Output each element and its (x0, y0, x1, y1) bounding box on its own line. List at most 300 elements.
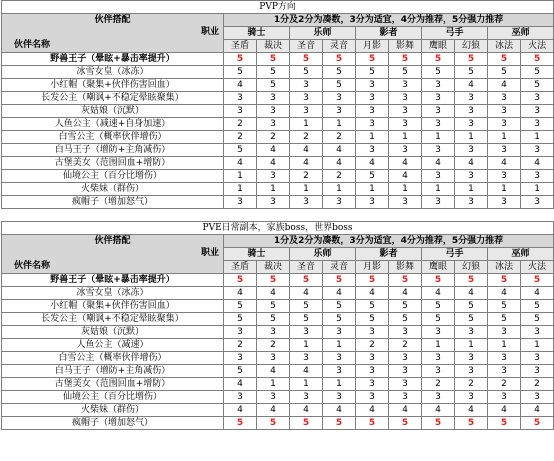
subclass-header: 鹰眼 (422, 40, 455, 53)
score-cell: 4 (257, 157, 290, 170)
score-cell: 2 (455, 378, 488, 391)
score-cell: 3 (224, 326, 257, 339)
subclass-header: 圣音 (290, 40, 323, 53)
score-cell: 1 (257, 183, 290, 196)
score-cell: 3 (389, 378, 422, 391)
score-cell: 3 (356, 326, 389, 339)
score-cell: 4 (521, 157, 554, 170)
partner-name: 人鱼公主（减速） (2, 339, 224, 352)
score-cell: 3 (389, 144, 422, 157)
pvp-table-container (0, 0, 554, 209)
score-cell: 4 (488, 157, 521, 170)
class-group-header: 巫师 (488, 27, 554, 40)
score-cell: 4 (422, 157, 455, 170)
table-row (2, 352, 554, 365)
score-cell: 3 (356, 391, 389, 404)
class-group-header: 骑士 (224, 248, 290, 261)
score-cell: 3 (521, 326, 554, 339)
score-cell: 3 (455, 196, 488, 209)
score-cell: 5 (521, 313, 554, 326)
score-cell: 3 (422, 144, 455, 157)
partner-name: 白马王子（增防+主角减伤） (2, 144, 224, 157)
score-cell: 3 (521, 365, 554, 378)
score-cell: 4 (455, 287, 488, 300)
score-cell: 5 (521, 417, 554, 430)
score-cell: 3 (521, 352, 554, 365)
score-cell: 4 (389, 170, 422, 183)
class-group-header: 巫师 (488, 248, 554, 261)
score-cell: 3 (422, 170, 455, 183)
score-cell: 5 (488, 274, 521, 287)
score-cell: 4 (290, 365, 323, 378)
table-row (2, 313, 554, 326)
header-corner (2, 14, 224, 53)
partner-name: 长发公主（嘲讽+不稳定晕眩聚集） (2, 92, 224, 105)
partner-name: 灰姑娘（沉默） (2, 326, 224, 339)
partner-name: 白马王子（增防+主角减伤） (2, 365, 224, 378)
score-cell: 5 (488, 313, 521, 326)
score-cell: 3 (488, 196, 521, 209)
table-row (2, 339, 554, 352)
subclass-header: 圣音 (290, 261, 323, 274)
score-cell: 5 (488, 300, 521, 313)
score-cell: 2 (323, 131, 356, 144)
score-cell: 3 (488, 170, 521, 183)
partner-name: 冰雪女皇（冰冻） (2, 287, 224, 300)
score-cell: 1 (323, 378, 356, 391)
partner-name: 仙境公主（百分比增伤） (2, 170, 224, 183)
corner-label-class: 职业 (200, 248, 219, 258)
score-cell: 3 (488, 118, 521, 131)
class-group-header: 弓手 (422, 27, 488, 40)
score-cell: 3 (290, 92, 323, 105)
score-cell: 5 (455, 53, 488, 66)
score-cell: 2 (290, 170, 323, 183)
score-cell: 3 (290, 352, 323, 365)
score-cell: 5 (488, 66, 521, 79)
score-cell: 4 (257, 144, 290, 157)
score-cell: 5 (323, 53, 356, 66)
score-cell: 1 (488, 339, 521, 352)
score-cell: 1 (224, 183, 257, 196)
corner-label-partner-name: 伙伴名称 (14, 261, 51, 271)
score-cell: 1 (224, 170, 257, 183)
table-row (2, 183, 554, 196)
partner-name: 冰雪女皇（冰冻） (2, 66, 224, 79)
score-cell: 5 (224, 300, 257, 313)
score-cell: 5 (455, 313, 488, 326)
score-cell: 3 (257, 105, 290, 118)
subclass-header: 鹰眼 (422, 261, 455, 274)
score-cell: 4 (224, 287, 257, 300)
partner-name: 长发公主（嘲讽+不稳定晕眩聚集） (2, 313, 224, 326)
score-cell: 2 (521, 378, 554, 391)
score-cell: 5 (356, 53, 389, 66)
table-row (2, 274, 554, 287)
score-cell: 5 (488, 417, 521, 430)
score-cell: 5 (488, 53, 521, 66)
table-row (2, 287, 554, 300)
score-cell: 2 (257, 131, 290, 144)
score-cell: 5 (290, 417, 323, 430)
score-cell: 3 (422, 92, 455, 105)
score-cell: 4 (323, 404, 356, 417)
score-cell: 5 (356, 300, 389, 313)
score-cell: 1 (521, 183, 554, 196)
class-group-header: 乐师 (290, 248, 356, 261)
score-cell: 3 (422, 196, 455, 209)
score-cell: 5 (356, 66, 389, 79)
score-cell: 3 (290, 326, 323, 339)
score-cell: 3 (257, 391, 290, 404)
score-cell: 4 (257, 287, 290, 300)
score-cell: 3 (323, 92, 356, 105)
score-cell: 1 (455, 131, 488, 144)
score-cell: 3 (224, 92, 257, 105)
partner-name: 火柴妹（群伤） (2, 183, 224, 196)
table-row (2, 365, 554, 378)
score-cell: 3 (389, 118, 422, 131)
score-cell: 4 (389, 157, 422, 170)
table-gap (0, 209, 554, 221)
score-cell: 3 (422, 365, 455, 378)
partner-name: 古堡美女（范围回血+增防） (2, 378, 224, 391)
score-cell: 4 (422, 404, 455, 417)
score-cell: 4 (224, 404, 257, 417)
subclass-header: 裁决 (257, 40, 290, 53)
score-legend: 1分及2分为凑数，3分为适宜，4分为推荐，5分强力推荐 (224, 14, 554, 27)
score-cell: 3 (257, 118, 290, 131)
pve-table-container (0, 221, 554, 430)
score-cell: 3 (521, 391, 554, 404)
score-cell: 1 (290, 183, 323, 196)
score-cell: 3 (389, 105, 422, 118)
score-cell: 3 (455, 118, 488, 131)
score-cell: 3 (455, 105, 488, 118)
score-cell: 2 (323, 170, 356, 183)
score-cell: 3 (521, 196, 554, 209)
score-cell: 3 (389, 92, 422, 105)
score-cell: 5 (224, 417, 257, 430)
score-cell: 5 (257, 53, 290, 66)
score-cell: 5 (323, 417, 356, 430)
score-cell: 2 (488, 378, 521, 391)
score-cell: 3 (422, 352, 455, 365)
score-cell: 5 (389, 53, 422, 66)
score-cell: 3 (455, 170, 488, 183)
score-cell: 3 (323, 391, 356, 404)
score-cell: 3 (521, 170, 554, 183)
score-cell: 5 (224, 365, 257, 378)
score-cell: 3 (356, 196, 389, 209)
score-cell: 3 (488, 365, 521, 378)
corner-label-partner-name: 伙伴名称 (14, 40, 51, 50)
score-cell: 5 (323, 79, 356, 92)
table-row (2, 417, 554, 430)
score-cell: 1 (521, 339, 554, 352)
score-cell: 3 (455, 352, 488, 365)
score-cell: 2 (356, 339, 389, 352)
score-cell: 5 (455, 274, 488, 287)
score-cell: 3 (521, 118, 554, 131)
corner-label-partner-match: 伙伴搭配 (94, 236, 131, 246)
score-cell: 1 (389, 183, 422, 196)
score-cell: 3 (224, 391, 257, 404)
score-cell: 4 (488, 79, 521, 92)
score-cell: 4 (356, 404, 389, 417)
score-cell: 3 (356, 144, 389, 157)
subclass-header: 影舞 (389, 40, 422, 53)
score-cell: 3 (356, 79, 389, 92)
score-cell: 4 (224, 157, 257, 170)
class-group-header: 弓手 (422, 248, 488, 261)
score-cell: 4 (224, 378, 257, 391)
score-cell: 5 (257, 300, 290, 313)
score-cell: 2 (224, 339, 257, 352)
partner-score-table (1, 0, 554, 209)
score-cell: 3 (488, 326, 521, 339)
score-cell: 4 (323, 157, 356, 170)
score-cell: 2 (422, 378, 455, 391)
score-cell: 1 (455, 339, 488, 352)
score-cell: 1 (389, 131, 422, 144)
partner-name: 灰姑娘（沉默） (2, 105, 224, 118)
corner-label-partner-match: 伙伴搭配 (94, 15, 131, 25)
table-row (2, 326, 554, 339)
partner-name: 火柴妹（群伤） (2, 404, 224, 417)
score-cell: 5 (422, 66, 455, 79)
score-cell: 3 (422, 118, 455, 131)
score-cell: 4 (323, 144, 356, 157)
score-cell: 4 (422, 287, 455, 300)
score-cell: 5 (422, 53, 455, 66)
score-cell: 3 (257, 170, 290, 183)
score-cell: 3 (521, 144, 554, 157)
score-cell: 4 (290, 287, 323, 300)
header-corner (2, 235, 224, 274)
subclass-header: 灵音 (323, 40, 356, 53)
score-cell: 3 (488, 391, 521, 404)
score-cell: 3 (323, 196, 356, 209)
score-cell: 5 (422, 417, 455, 430)
table-row (2, 196, 554, 209)
table-title: PVP方向 (2, 1, 554, 14)
score-cell: 3 (356, 118, 389, 131)
score-cell: 3 (389, 196, 422, 209)
score-cell: 3 (389, 391, 422, 404)
score-cell: 5 (389, 313, 422, 326)
score-cell: 3 (455, 391, 488, 404)
score-cell: 5 (356, 170, 389, 183)
subclass-header: 灵音 (323, 261, 356, 274)
score-cell: 5 (224, 313, 257, 326)
subclass-header: 幻狼 (455, 40, 488, 53)
score-cell: 1 (488, 183, 521, 196)
score-cell: 1 (422, 339, 455, 352)
score-cell: 5 (521, 79, 554, 92)
table-row (2, 131, 554, 144)
score-cell: 2 (224, 131, 257, 144)
score-cell: 1 (455, 183, 488, 196)
score-cell: 4 (389, 404, 422, 417)
score-cell: 5 (389, 417, 422, 430)
score-cell: 1 (323, 118, 356, 131)
score-cell: 3 (389, 365, 422, 378)
score-cell: 2 (290, 131, 323, 144)
score-cell: 4 (521, 404, 554, 417)
table-row (2, 170, 554, 183)
score-cell: 3 (521, 105, 554, 118)
score-cell: 1 (290, 118, 323, 131)
score-cell: 5 (521, 53, 554, 66)
table-row (2, 378, 554, 391)
table-row (2, 105, 554, 118)
score-cell: 5 (224, 274, 257, 287)
score-cell: 5 (389, 274, 422, 287)
score-cell: 5 (389, 66, 422, 79)
score-cell: 3 (389, 326, 422, 339)
partner-name: 白雪公主（概率伙伴增伤） (2, 131, 224, 144)
score-cell: 4 (488, 287, 521, 300)
score-cell: 4 (257, 365, 290, 378)
score-cell: 4 (224, 79, 257, 92)
score-cell: 3 (356, 378, 389, 391)
score-cell: 1 (257, 378, 290, 391)
score-cell: 4 (455, 157, 488, 170)
score-cell: 5 (257, 274, 290, 287)
score-cell: 2 (224, 118, 257, 131)
score-cell: 3 (290, 105, 323, 118)
score-cell: 3 (323, 326, 356, 339)
score-cell: 3 (422, 79, 455, 92)
score-cell: 5 (290, 53, 323, 66)
score-cell: 1 (488, 131, 521, 144)
score-legend: 1分及2分为凑数，3分为适宜，4分为推荐，5分强力推荐 (224, 235, 554, 248)
partner-name: 野兽王子（晕眩+暴击率提升） (2, 274, 224, 287)
score-cell: 5 (323, 274, 356, 287)
score-cell: 5 (323, 313, 356, 326)
score-cell: 5 (290, 313, 323, 326)
subclass-header: 幻狼 (455, 261, 488, 274)
score-cell: 1 (323, 339, 356, 352)
score-cell: 4 (488, 404, 521, 417)
score-cell: 3 (290, 196, 323, 209)
table-row (2, 300, 554, 313)
score-cell: 3 (455, 326, 488, 339)
partner-name: 小红帽（聚集+伙伴伤害回血） (2, 79, 224, 92)
score-cell: 3 (356, 365, 389, 378)
table-row (2, 79, 554, 92)
score-cell: 1 (356, 131, 389, 144)
score-cell: 1 (422, 183, 455, 196)
score-cell: 3 (488, 144, 521, 157)
score-cell: 5 (290, 66, 323, 79)
score-cell: 5 (356, 313, 389, 326)
score-cell: 2 (257, 339, 290, 352)
score-cell: 3 (290, 79, 323, 92)
score-cell: 5 (224, 53, 257, 66)
score-cell: 3 (356, 105, 389, 118)
score-cell: 1 (323, 183, 356, 196)
score-cell: 3 (422, 326, 455, 339)
score-cell: 5 (323, 300, 356, 313)
partner-name: 小红帽（聚集+伙伴伤害回血） (2, 300, 224, 313)
score-cell: 5 (356, 274, 389, 287)
score-cell: 4 (257, 404, 290, 417)
score-cell: 4 (455, 79, 488, 92)
subclass-header: 火法 (521, 40, 554, 53)
partner-name: 野兽王子（晕眩+暴击率提升） (2, 53, 224, 66)
score-cell: 5 (224, 144, 257, 157)
score-cell: 5 (521, 300, 554, 313)
score-cell: 5 (422, 300, 455, 313)
score-cell: 3 (257, 352, 290, 365)
score-cell: 5 (422, 313, 455, 326)
subclass-header: 冰法 (488, 261, 521, 274)
score-cell: 5 (257, 79, 290, 92)
table-row (2, 157, 554, 170)
subclass-header: 裁决 (257, 261, 290, 274)
score-cell: 5 (290, 300, 323, 313)
table-title: PVE日常副本，家族boss，世界boss (2, 222, 554, 235)
partner-name: 疯帽子（增加怒气） (2, 417, 224, 430)
score-cell: 5 (356, 417, 389, 430)
score-cell: 4 (290, 157, 323, 170)
score-cell: 3 (488, 92, 521, 105)
subclass-header: 圣盾 (224, 40, 257, 53)
table-row (2, 66, 554, 79)
score-cell: 5 (290, 274, 323, 287)
score-cell: 1 (521, 131, 554, 144)
score-cell: 3 (257, 92, 290, 105)
score-cell: 1 (290, 378, 323, 391)
score-cell: 4 (356, 287, 389, 300)
score-cell: 5 (257, 417, 290, 430)
score-cell: 3 (422, 105, 455, 118)
score-cell: 3 (488, 352, 521, 365)
table-row (2, 144, 554, 157)
score-cell: 3 (290, 391, 323, 404)
score-cell: 3 (455, 144, 488, 157)
score-cell: 3 (224, 196, 257, 209)
score-cell: 3 (257, 196, 290, 209)
score-cell: 5 (257, 313, 290, 326)
score-cell: 3 (356, 92, 389, 105)
score-cell: 3 (257, 326, 290, 339)
score-cell: 3 (455, 365, 488, 378)
score-cell: 3 (422, 391, 455, 404)
partner-name: 人鱼公主（减速+自身加速） (2, 118, 224, 131)
score-cell: 5 (257, 66, 290, 79)
score-cell: 5 (455, 66, 488, 79)
partner-name: 仙境公主（百分比增伤） (2, 391, 224, 404)
score-cell: 4 (356, 157, 389, 170)
score-cell: 3 (224, 105, 257, 118)
class-group-header: 骑士 (224, 27, 290, 40)
score-cell: 5 (224, 66, 257, 79)
score-cell: 3 (323, 105, 356, 118)
score-cell: 3 (488, 105, 521, 118)
score-cell: 1 (356, 183, 389, 196)
score-cell: 3 (389, 352, 422, 365)
table-row (2, 118, 554, 131)
score-cell: 4 (290, 144, 323, 157)
subclass-header: 月影 (356, 261, 389, 274)
table-row (2, 92, 554, 105)
score-cell: 3 (389, 79, 422, 92)
score-cell: 5 (323, 66, 356, 79)
subclass-header: 月影 (356, 40, 389, 53)
